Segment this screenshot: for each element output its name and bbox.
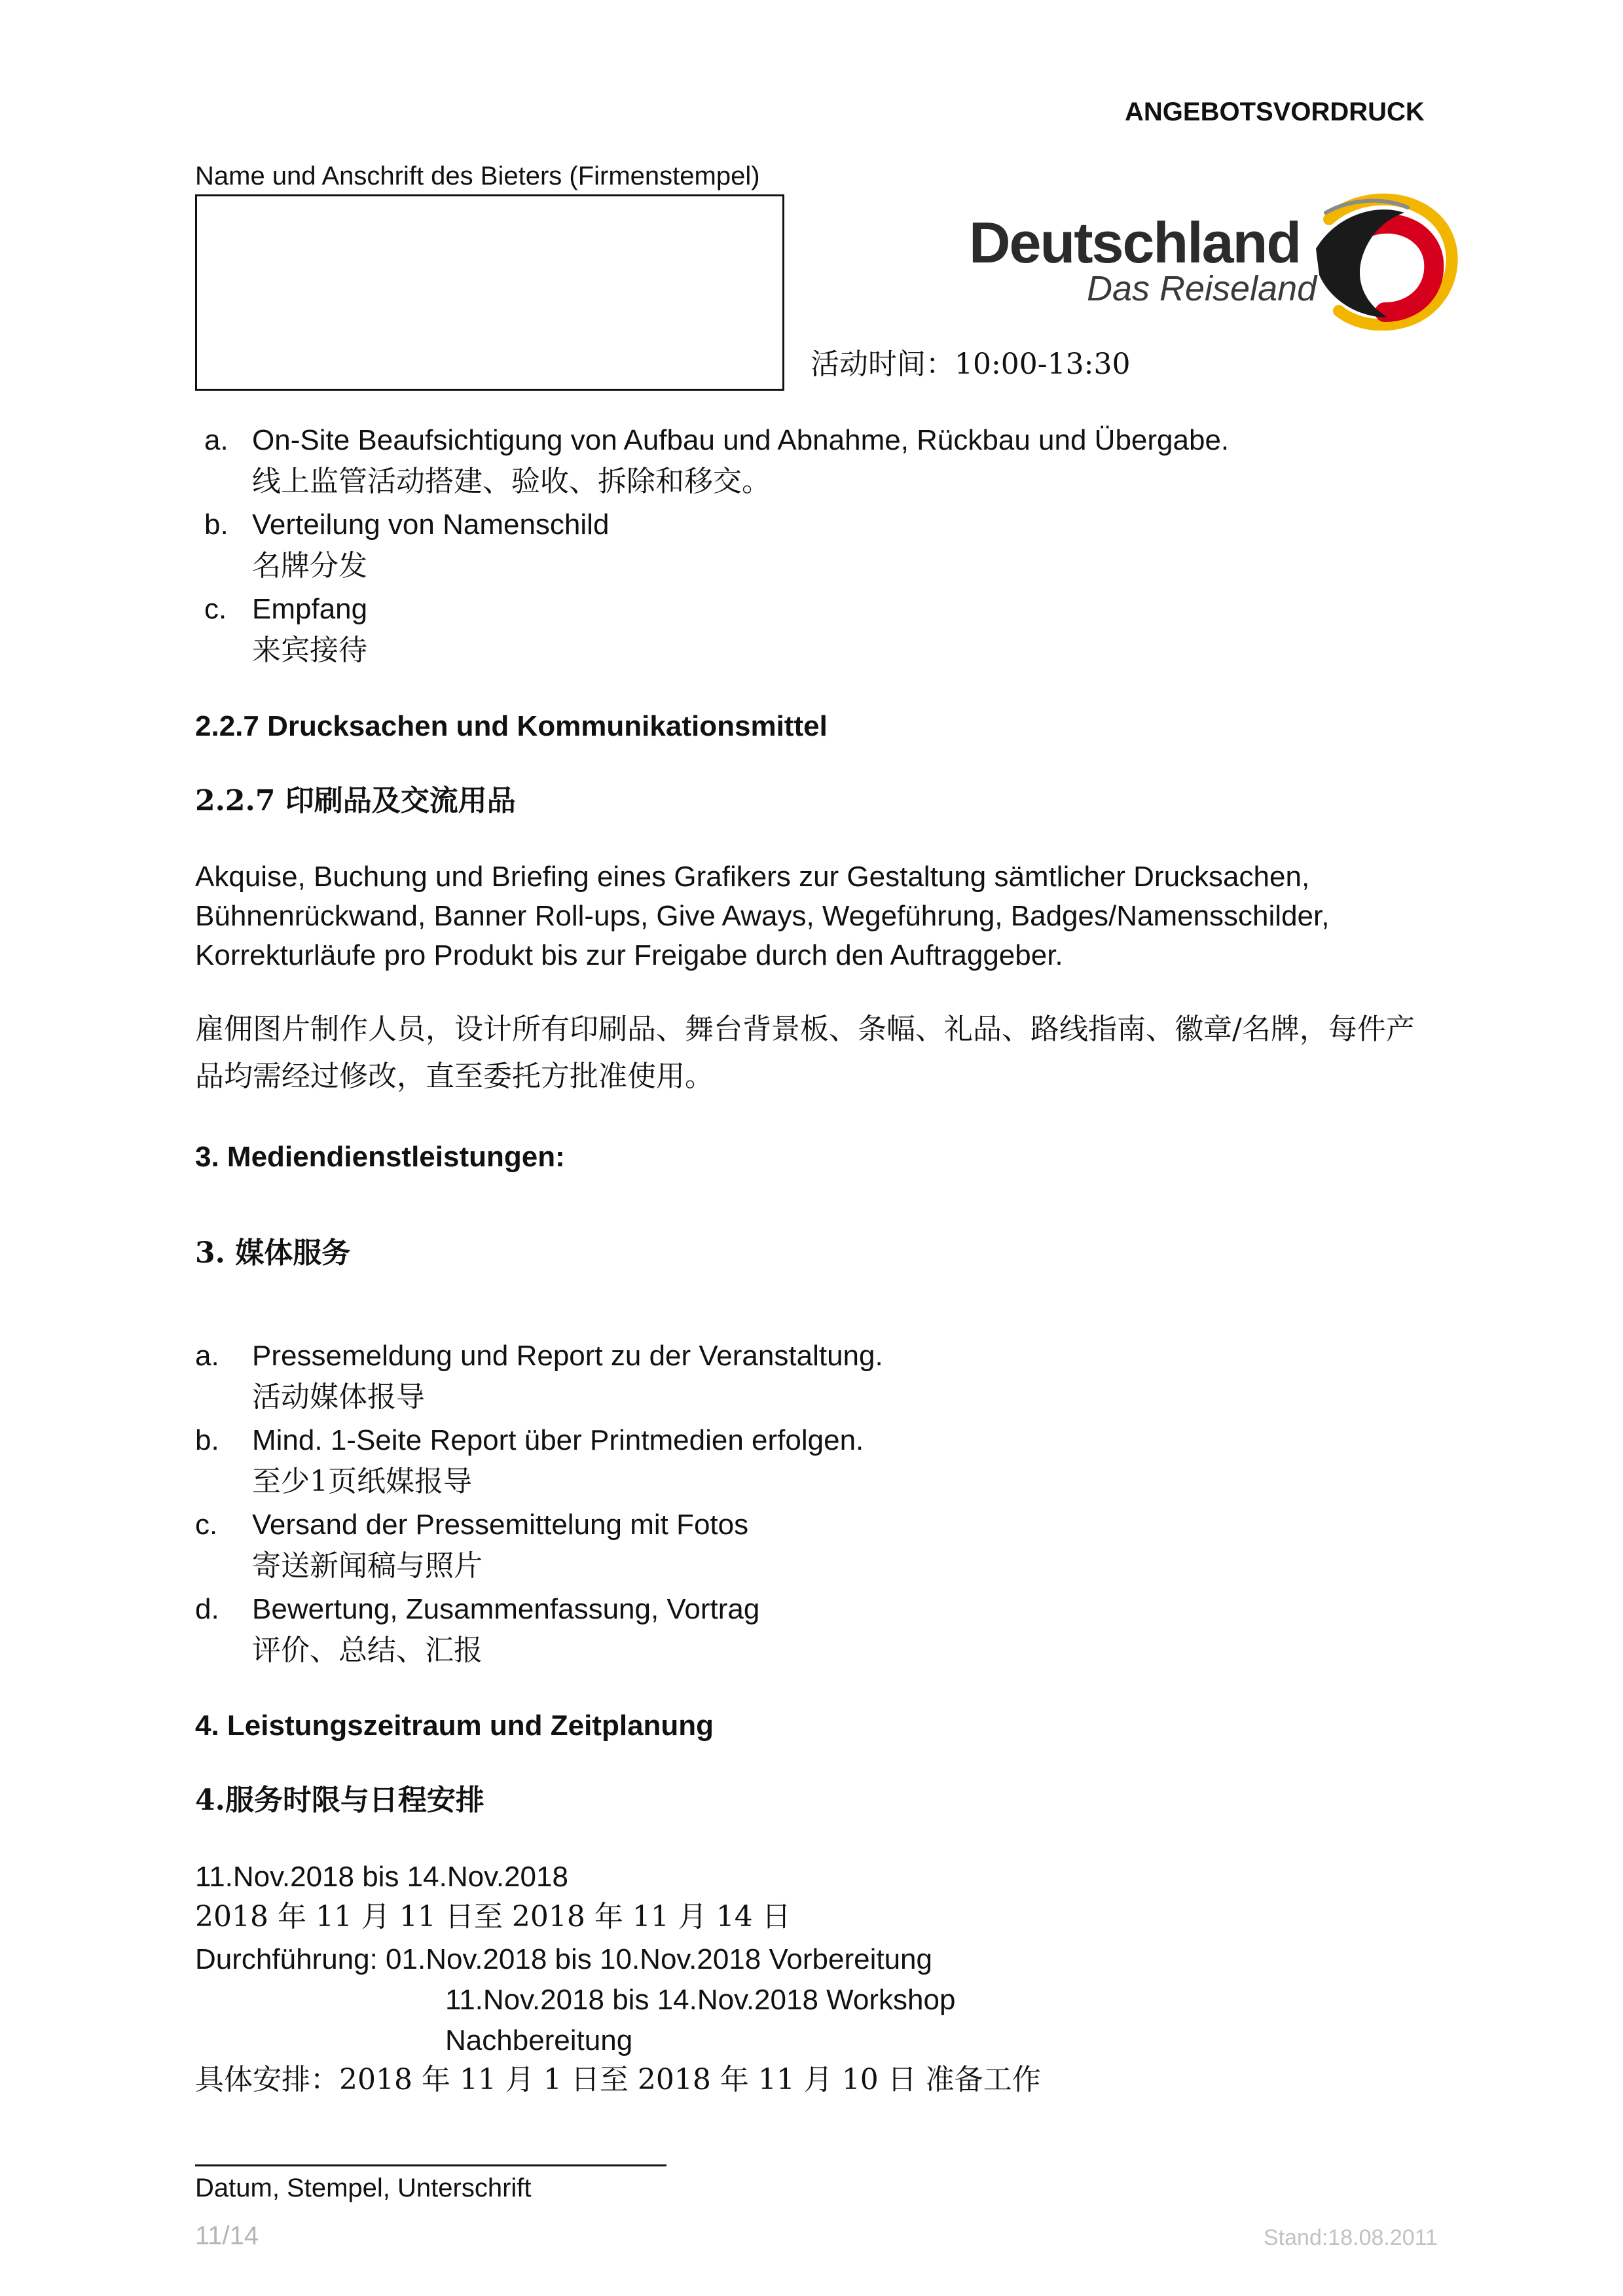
list-item-zh: 活动媒体报导 — [252, 1380, 425, 1414]
signature-label: Datum, Stempel, Unterschrift — [195, 2174, 532, 2202]
section-heading-zh: 2.2.7 印刷品及交流用品 — [195, 784, 516, 817]
schedule-line-zh: 2018 年 11 月 11 日至 2018 年 11 月 14 日 — [195, 1900, 791, 1933]
list-item-zh: 评价、总结、汇报 — [252, 1634, 483, 1667]
list-marker: b. — [195, 1424, 219, 1456]
bidder-label: Name und Anschrift des Bieters (Firmenstempel) — [195, 162, 760, 190]
section-heading: 3. Mediendienstleistungen: — [195, 1141, 565, 1173]
section-heading: 4. Leistungszeitraum und Zeitplanung — [195, 1710, 714, 1742]
schedule-line: Durchführung: 01.Nov.2018 bis 10.Nov.2018 Vorbereitung — [195, 1943, 932, 1975]
list-marker: c. — [204, 593, 227, 625]
list-item-de: On-Site Beaufsichtigung von Aufbau und Abnahme, Rückbau und Übergabe. — [252, 424, 1230, 456]
signature-line — [195, 2164, 666, 2166]
logo — [969, 193, 1460, 334]
list-marker: b. — [204, 509, 228, 541]
list-marker: c. — [195, 1509, 218, 1541]
list-item-de: Mind. 1-Seite Report über Printmedien erfolgen. — [252, 1424, 864, 1456]
list-item-zh: 名牌分发 — [252, 549, 367, 583]
list-marker: a. — [195, 1340, 219, 1372]
schedule-line: 11.Nov.2018 bis 14.Nov.2018 Workshop — [445, 1984, 956, 2016]
paragraph-line: Akquise, Buchung und Briefing eines Grafikers zur Gestaltung sämtlicher Drucksachen, — [195, 861, 1310, 893]
activity-time: 活动时间：10:00-13:30 — [811, 348, 1131, 381]
section-heading: 2.2.7 Drucksachen und Kommunikationsmittel — [195, 710, 828, 742]
list-item-de: Empfang — [252, 593, 368, 625]
schedule-line-zh: 具体安排：2018 年 11 月 1 日至 2018 年 11 月 10 日 准备工作 — [195, 2063, 1041, 2096]
paragraph-line-zh: 雇佣图片制作人员，设计所有印刷品、舞台背景板、条幅、礼品、路线指南、徽章/名牌，每件产 — [195, 1013, 1415, 1046]
list-item-zh: 寄送新闻稿与照片 — [252, 1549, 483, 1583]
list-item-zh: 线上监管活动搭建、验收、拆除和移交。 — [252, 465, 771, 498]
schedule-line: 11.Nov.2018 bis 14.Nov.2018 — [195, 1861, 568, 1893]
logo-sub-text: Das Reiseland — [1087, 269, 1317, 308]
logo-main-text: Deutschland — [969, 210, 1301, 275]
list-marker: a. — [204, 424, 228, 456]
list-marker: d. — [195, 1593, 219, 1625]
document-type: ANGEBOTSVORDRUCK — [1125, 98, 1425, 126]
list-item-de: Versand der Pressemittelung mit Fotos — [252, 1509, 749, 1541]
page-number: 11/14 — [195, 2221, 259, 2250]
paragraph-line: Bühnenrückwand, Banner Roll-ups, Give Aways, Wegeführung, Badges/Namensschilder, — [195, 900, 1330, 932]
paragraph-line: Korrekturläufe pro Produkt bis zur Freigabe durch den Auftraggeber. — [195, 939, 1063, 971]
stand-date: Stand:18.08.2011 — [1264, 2225, 1438, 2250]
list-item-de: Bewertung, Zusammenfassung, Vortrag — [252, 1593, 760, 1625]
list-item-de: Verteilung von Namenschild — [252, 509, 610, 541]
list-item-zh: 来宾接待 — [252, 634, 367, 667]
paragraph-line-zh: 品均需经过修改，直至委托方批准使用。 — [195, 1060, 714, 1093]
list-item-zh: 至少1页纸媒报导 — [252, 1465, 472, 1498]
list-item-de: Pressemeldung und Report zu der Veranstaltung. — [252, 1340, 883, 1372]
schedule-line: Nachbereitung — [445, 2024, 633, 2056]
section-heading-zh: 4.服务时限与日程安排 — [195, 1784, 484, 1817]
deutschland-reiseland-swirl-icon — [1309, 193, 1460, 331]
bidder-stamp-box — [195, 194, 784, 391]
section-heading-zh: 3. 媒体服务 — [195, 1236, 351, 1270]
